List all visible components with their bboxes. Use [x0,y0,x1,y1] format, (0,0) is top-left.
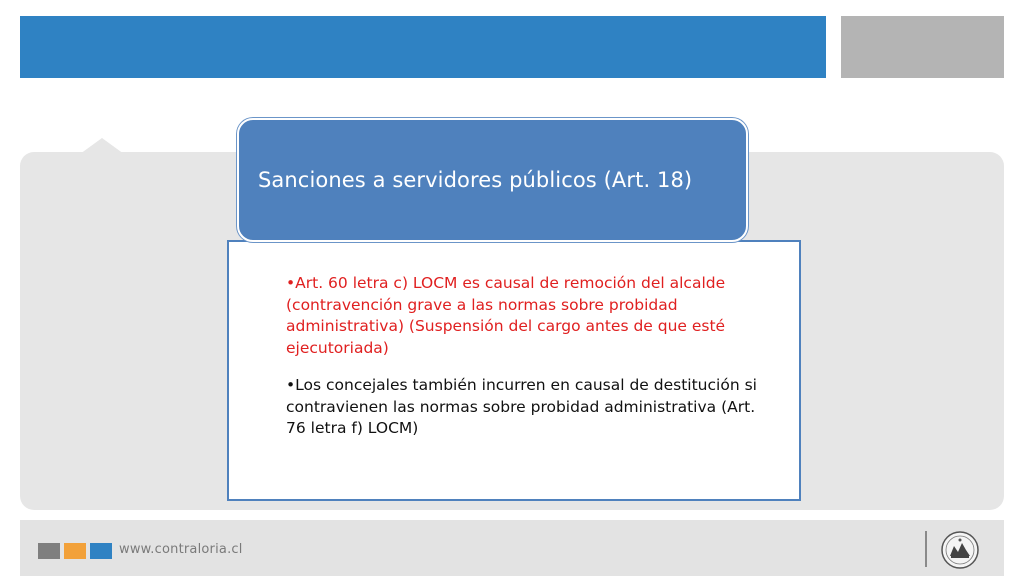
bullet-item-alcalde: •Art. 60 letra c) LOCM es causal de remoción del alcalde (contravención grave a las normas sobre probidad administrativa) (Suspensión del cargo antes de que esté ejecutoriada) [286,274,726,357]
footer-square-orange [64,543,86,559]
bullet-list [286,273,776,456]
header-blue-bar [20,16,826,78]
footer-square-blue [90,543,112,559]
footer-square-gray [38,543,60,559]
contraloria-seal-icon [936,530,984,570]
footer-url-link[interactable]: www.contraloria.cl [119,542,243,557]
footer-divider [925,531,927,567]
title-box [237,118,748,242]
slide-title: Sanciones a servidores públicos (Art. 18) [258,168,693,192]
bullet-item-concejales: •Los concejales también incurren en causal de destitución si contravienen las normas sobre probidad administrativa (Art. 76 letra f) LOCM) [286,376,757,437]
header-gray-bar [841,16,1004,78]
